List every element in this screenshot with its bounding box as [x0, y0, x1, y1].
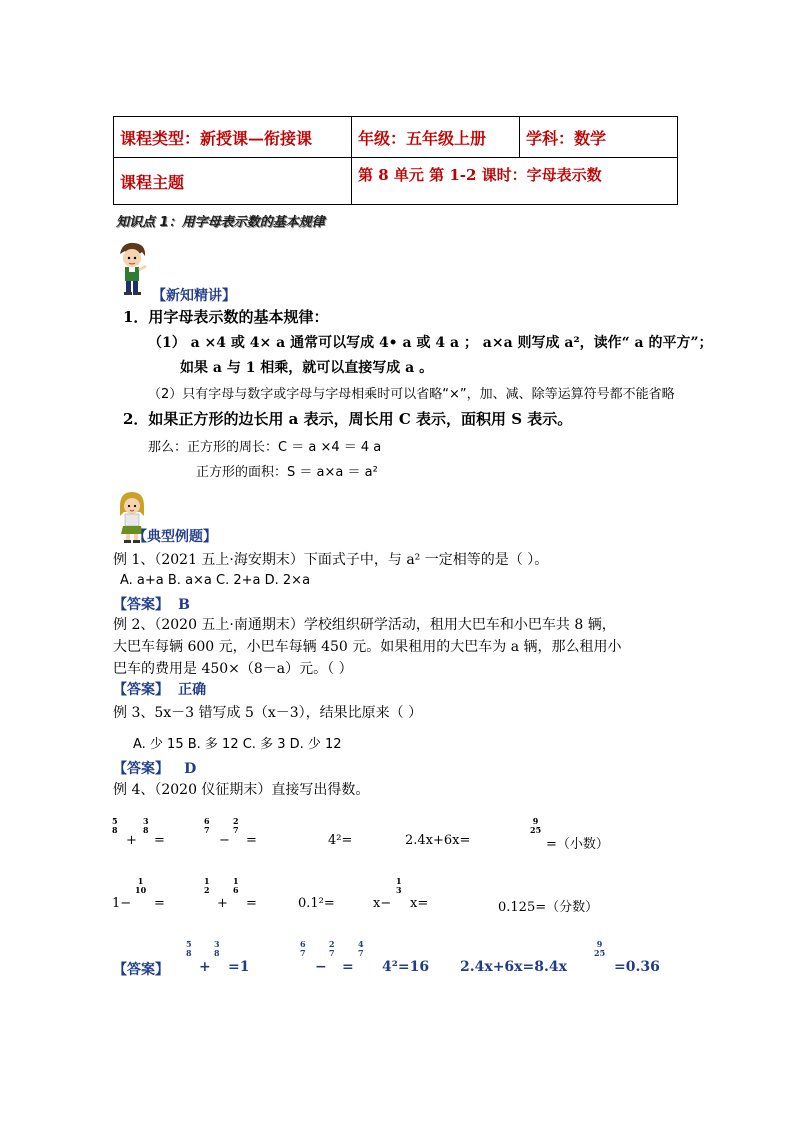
examples-title: 【典型例题】: [133, 529, 217, 545]
fraction-numerator: 2: [233, 816, 239, 826]
fraction-denominator: 7: [204, 825, 210, 835]
rule2-area: 正方形的面积：S ＝ a×a ＝ a²: [196, 465, 378, 480]
example3-question: 例 3、5x－3 错写成 5（x－3），结果比原来（ ）: [113, 705, 423, 721]
rule1-line-c: （2）只有字母与数字或字母与字母相乘时可以省略“×”，加、减、除等运算符号都不能省略: [148, 387, 675, 402]
ex4-item-4: 2.4x+6x=: [405, 833, 471, 848]
ex4-item-10: 0.125=（分数）: [498, 900, 599, 915]
answer-value: B: [178, 597, 190, 613]
fraction-numerator: 5: [112, 816, 118, 826]
ex4-item-3: 4²=: [328, 833, 353, 848]
fraction-denominator: 7: [233, 825, 239, 835]
fraction-numerator: 6: [204, 816, 210, 826]
fraction-denominator: 8: [112, 825, 118, 835]
example2-line2: 大巴车每辆 600 元，小巴车每辆 450 元。如果租用的大巴车为 a 辆，那么租用小: [113, 639, 622, 655]
fraction-numerator: 3: [214, 939, 220, 949]
grade-cell: 年级：五年级上册: [352, 117, 520, 158]
fraction-numerator: 2: [329, 939, 335, 949]
subject-cell: 学科：数学: [520, 117, 678, 158]
topic-value-cell: 第 8 单元 第 1-2 课时：字母表示数: [352, 158, 678, 205]
fraction-denominator: 7: [300, 948, 306, 958]
rule1-line-b: 如果 a 与 1 相乘，就可以直接写成 a 。: [180, 360, 434, 376]
answer-result: =0.36: [614, 959, 660, 975]
fraction-denominator: 8: [214, 948, 220, 958]
topic-label-cell: 课程主题: [114, 158, 352, 205]
fraction-denominator: 10: [135, 885, 147, 895]
fraction-numerator: 1: [204, 876, 210, 886]
fraction-numerator: 9: [596, 939, 603, 949]
fraction-denominator: 7: [329, 948, 335, 958]
fraction-denominator: 8: [143, 825, 149, 835]
answer-value: 正确: [178, 682, 207, 698]
item-tail: =（小数）: [546, 837, 609, 852]
fraction-numerator: 6: [300, 939, 306, 949]
new-knowledge-title: 【新知精讲】: [152, 288, 236, 304]
example2-line3: 巴车的费用是 450×（8－a）元。（ ）: [113, 661, 353, 677]
answer-result: =1: [228, 959, 250, 975]
fraction-denominator: 7: [358, 948, 364, 958]
fraction-denominator: 3: [396, 885, 402, 895]
knowledge-point-title: 知识点 1：用字母表示数的基本规律: [116, 215, 325, 230]
equals-sign: =: [246, 833, 257, 848]
answer-label: 【答案】: [113, 761, 169, 777]
answer-result: 2.4x+6x=8.4x: [460, 959, 567, 975]
fraction-denominator: 25: [594, 948, 606, 958]
fraction-numerator: 1: [396, 876, 402, 886]
rule1-title: 1．用字母表示数的基本规律：: [123, 308, 329, 326]
fraction-numerator: 9: [532, 816, 539, 826]
course-header-table: [113, 116, 678, 205]
fraction-denominator: 25: [530, 825, 542, 835]
example1-answer: [113, 594, 190, 614]
example2-answer: [113, 679, 206, 699]
operator: −: [315, 959, 327, 975]
fraction-numerator: 4: [358, 939, 364, 949]
ex4-item-8: 0.1²=: [298, 896, 335, 911]
answer-value: D: [184, 761, 197, 777]
equals-sign: =: [342, 959, 354, 975]
example1-question: 例 1、（2021 五上·海安期末）下面式子中，与 a² 一定相等的是（ ）。: [113, 552, 549, 568]
example4-question: 例 4、（2020 仪征期末）直接写出得数。: [113, 782, 370, 798]
equals-sign: =: [154, 896, 165, 911]
answer-label: 【答案】: [113, 682, 169, 698]
operator: +: [199, 959, 211, 975]
item-prefix: 1−: [112, 896, 132, 911]
rule2-title: 2．如果正方形的边长用 a 表示，周长用 C 表示，面积用 S 表示。: [123, 410, 573, 428]
cartoon-boy-icon: [112, 240, 152, 296]
example1-options: A. a+a B. a×a C. 2+a D. 2×a: [120, 573, 311, 588]
equals-sign: =: [246, 896, 257, 911]
item-prefix: x−: [373, 896, 392, 911]
answer-label: 【答案】: [113, 597, 169, 613]
example3-options: A. 少 15 B. 多 12 C. 多 3 D. 少 12: [133, 737, 342, 752]
fraction-numerator: 5: [186, 939, 192, 949]
operator: +: [217, 896, 228, 911]
fraction-numerator: 1: [233, 876, 239, 886]
fraction-denominator: 6: [233, 885, 239, 895]
rule2-perimeter: 那么：正方形的周长：C ＝ a ×4 ＝ 4 a: [148, 440, 382, 455]
rule1-line-a: （1） a ×4 或 4× a 通常可以写成 4• a 或 4 a ； a×a 则写成 a²，读作“ a 的平方”；: [148, 335, 713, 351]
fraction-numerator: 3: [143, 816, 149, 826]
answer-label: 【答案】: [113, 962, 169, 978]
example3-answer: [113, 758, 196, 778]
answer-result: 4²=16: [382, 959, 430, 975]
fraction-denominator: 2: [204, 885, 210, 895]
fraction-denominator: 8: [186, 948, 192, 958]
item-tail: x=: [410, 896, 429, 911]
course-type-cell: 课程类型：新授课—衔接课: [114, 117, 352, 158]
operator: +: [126, 833, 137, 848]
fraction-numerator: 1: [137, 876, 144, 886]
operator: −: [219, 833, 230, 848]
equals-sign: =: [154, 833, 165, 848]
example2-line1: 例 2、（2020 五上·南通期末）学校组织研学活动，租用大巴车和小巴车共 8 辆，: [113, 617, 616, 633]
